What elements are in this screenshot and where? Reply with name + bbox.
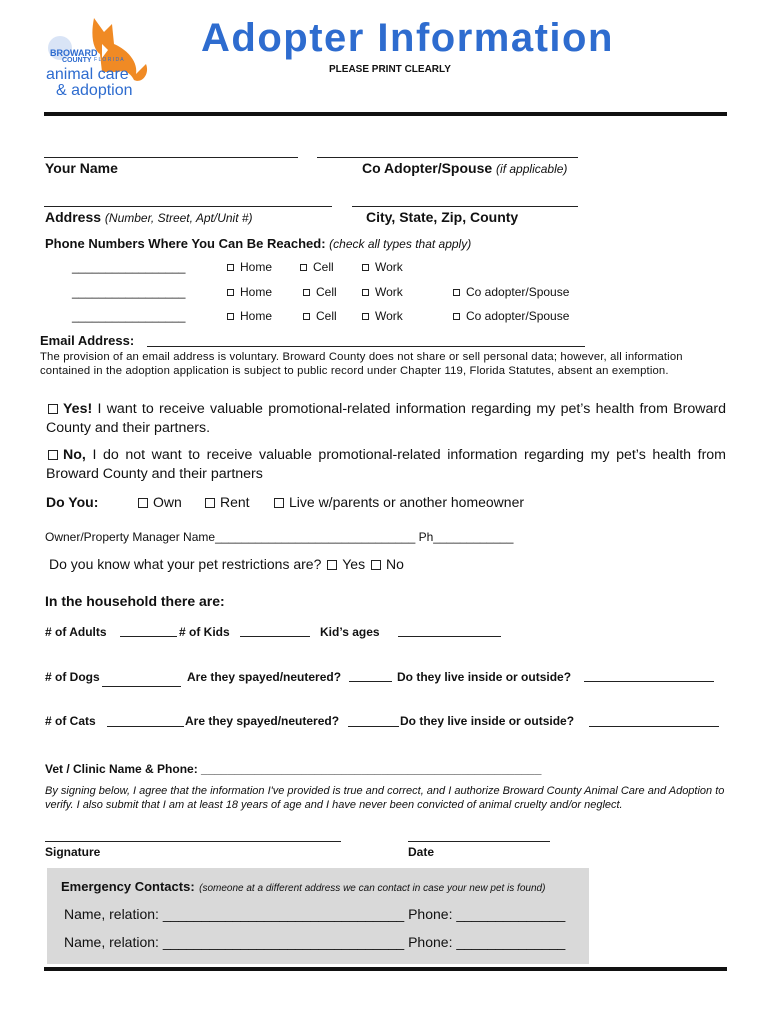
- promo-no-bold: No,: [63, 447, 86, 463]
- restrictions-no-checkbox[interactable]: [371, 560, 381, 570]
- promo-no-option[interactable]: [46, 446, 726, 484]
- own-option[interactable]: [138, 494, 182, 510]
- dogs-field[interactable]: [102, 686, 181, 687]
- restrictions-yes-option[interactable]: [325, 556, 365, 572]
- live-checkbox[interactable]: [274, 498, 284, 508]
- address-note: (Number, Street, Apt/Unit #): [104, 211, 253, 225]
- checkbox-icon[interactable]: [362, 313, 369, 320]
- checkbox-icon[interactable]: [227, 264, 234, 271]
- adults-label: # of Adults: [45, 625, 107, 639]
- your-name-field[interactable]: [44, 157, 298, 158]
- rent-label: Rent: [220, 494, 250, 510]
- restrictions-yes-checkbox[interactable]: [327, 560, 337, 570]
- checkbox-icon[interactable]: [227, 289, 234, 296]
- own-label: Own: [153, 494, 182, 510]
- promo-yes-bold: Yes!: [63, 401, 93, 417]
- do-you-label: Do You:: [46, 494, 99, 510]
- cats-label: # of Cats: [45, 714, 96, 728]
- emergency-heading-group: [61, 878, 545, 896]
- phone-blank-2[interactable]: _________________: [72, 285, 186, 299]
- cell-label: Cell: [313, 260, 334, 274]
- promo-yes-option[interactable]: [46, 400, 726, 438]
- checkbox-icon[interactable]: [453, 289, 460, 296]
- phone2-coadopter-checkbox[interactable]: [453, 285, 569, 299]
- date-field[interactable]: [408, 841, 550, 842]
- phone2-home-checkbox[interactable]: [227, 285, 272, 299]
- cats-inside-label: Do they live inside or outside?: [400, 714, 575, 728]
- cats-field[interactable]: [107, 726, 184, 727]
- household-heading: In the household there are:: [45, 593, 225, 609]
- date-label: Date: [408, 845, 435, 859]
- emergency-contact-1[interactable]: Name, relation: _______________________________ Phone: ______________: [64, 906, 566, 922]
- kids-field[interactable]: [240, 636, 310, 637]
- checkbox-icon[interactable]: [227, 313, 234, 320]
- own-checkbox[interactable]: [138, 498, 148, 508]
- phone1-work-checkbox[interactable]: [362, 260, 403, 274]
- dogs-spayed-field[interactable]: [349, 681, 392, 682]
- phone2-cell-checkbox[interactable]: [303, 285, 337, 299]
- property-manager-field[interactable]: Owner/Property Manager Name______________________________ Ph____________: [45, 530, 514, 544]
- promo-no-checkbox[interactable]: [48, 450, 58, 460]
- co-adopter-phone-label: Co adopter/Spouse: [466, 309, 570, 323]
- rent-checkbox[interactable]: [205, 498, 215, 508]
- phone3-home-checkbox[interactable]: [227, 309, 272, 323]
- checkbox-icon[interactable]: [303, 313, 310, 320]
- live-option[interactable]: [274, 494, 524, 510]
- logo-org-line3: F L O R I D A: [94, 57, 124, 63]
- checkbox-icon[interactable]: [362, 289, 369, 296]
- dogs-inside-field[interactable]: [584, 681, 714, 682]
- promo-yes-checkbox[interactable]: [48, 404, 58, 414]
- restrictions-yes-label: Yes: [342, 556, 366, 572]
- co-adopter-label: Co Adopter/Spouse: [362, 160, 493, 176]
- page-subtitle: PLEASE PRINT CLEARLY: [329, 64, 451, 75]
- email-disclaimer: The provision of an email address is voluntary. Broward County does not share or sell personal data; however, all information contained in the adoption application is subject to public record under Chapter 119, Florida Statutes, absent an exemption.: [40, 351, 683, 377]
- emergency-note: (someone at a different address we can contact in case your new pet is found): [199, 883, 546, 894]
- checkbox-icon[interactable]: [303, 289, 310, 296]
- phone1-cell-checkbox[interactable]: [300, 260, 334, 274]
- phone3-work-checkbox[interactable]: [362, 309, 403, 323]
- work-label: Work: [375, 309, 403, 323]
- phone3-coadopter-checkbox[interactable]: [453, 309, 569, 323]
- checkbox-icon[interactable]: [362, 264, 369, 271]
- logo-name-line1: animal care: [46, 66, 129, 83]
- signature-label: Signature: [45, 845, 101, 859]
- work-label: Work: [375, 260, 403, 274]
- address-field[interactable]: [44, 206, 332, 207]
- phone1-home-checkbox[interactable]: [227, 260, 272, 274]
- address-label: Address: [45, 209, 102, 225]
- home-label: Home: [240, 285, 273, 299]
- cell-label: Cell: [316, 309, 337, 323]
- city-label: City, State, Zip, County: [366, 209, 519, 225]
- kids-ages-field[interactable]: [398, 636, 501, 637]
- email-field[interactable]: [147, 346, 585, 347]
- pet-restrictions-label: Do you know what your pet restrictions are?: [49, 556, 322, 572]
- phone-label-group: [45, 236, 471, 251]
- address-label-group: [45, 209, 253, 225]
- phone3-cell-checkbox[interactable]: [303, 309, 337, 323]
- kids-label: # of Kids: [179, 625, 230, 639]
- phone2-work-checkbox[interactable]: [362, 285, 403, 299]
- co-adopter-phone-label: Co adopter/Spouse: [466, 285, 570, 299]
- city-field[interactable]: [352, 206, 578, 207]
- footer-divider: [44, 967, 727, 971]
- co-adopter-label-group: [362, 160, 567, 176]
- logo-name-line2: & adoption: [56, 82, 133, 99]
- phone-blank-1[interactable]: _________________: [72, 260, 186, 274]
- home-label: Home: [240, 309, 273, 323]
- cats-spayed-field[interactable]: [348, 726, 399, 727]
- co-adopter-field[interactable]: [317, 157, 578, 158]
- logo-org-line1: BROWARD: [50, 48, 98, 58]
- promo-no-text: I do not want to receive valuable promotional-related information regarding my pet’s health from Broward County and their partners: [46, 447, 726, 482]
- emergency-contact-2[interactable]: Name, relation: _______________________________ Phone: ______________: [64, 934, 566, 950]
- agreement-text: By signing below, I agree that the information I've provided is true and correct, and I authorize Broward County Animal Care and Adoption to verify. I also submit that I am at least 18 years of age and I have never been convicted of animal cruelty and/or neglect.: [45, 785, 725, 811]
- pet-restrictions-question: [49, 556, 404, 572]
- co-adopter-note: (if applicable): [496, 162, 568, 176]
- email-label: Email Address:: [40, 333, 135, 348]
- adults-field[interactable]: [120, 636, 177, 637]
- cell-label: Cell: [316, 285, 337, 299]
- home-label: Home: [240, 260, 273, 274]
- work-label: Work: [375, 285, 403, 299]
- signature-field[interactable]: [45, 841, 341, 842]
- phone-note: (check all types that apply): [329, 237, 472, 251]
- header-divider: [44, 112, 727, 116]
- rent-option[interactable]: [205, 494, 250, 510]
- dogs-label: # of Dogs: [45, 670, 100, 684]
- cats-inside-field[interactable]: [589, 726, 719, 727]
- page-title: Adopter Information: [201, 16, 614, 60]
- logo: [42, 14, 152, 106]
- restrictions-no-option[interactable]: [369, 556, 404, 572]
- live-label: Live w/parents or another homeowner: [289, 494, 525, 510]
- emergency-label: Emergency Contacts:: [61, 879, 195, 894]
- kids-ages-label: Kid’s ages: [320, 625, 380, 639]
- logo-org-line2: COUNTY: [62, 57, 92, 64]
- your-name-label: Your Name: [45, 160, 118, 176]
- restrictions-no-label: No: [385, 556, 404, 572]
- checkbox-icon[interactable]: [300, 264, 307, 271]
- dogs-spayed-label: Are they spayed/neutered?: [187, 670, 342, 684]
- cats-spayed-label: Are they spayed/neutered?: [185, 714, 340, 728]
- phone-blank-3[interactable]: _________________: [72, 309, 186, 323]
- phone-label: Phone Numbers Where You Can Be Reached:: [45, 236, 326, 251]
- dogs-inside-label: Do they live inside or outside?: [397, 670, 572, 684]
- promo-yes-text: I want to receive valuable promotional-related information regarding my pet’s health from Broward County and their partners.: [46, 401, 726, 436]
- vet-clinic-field[interactable]: Vet / Clinic Name & Phone: ___________________________________________________: [45, 762, 542, 776]
- checkbox-icon[interactable]: [453, 313, 460, 320]
